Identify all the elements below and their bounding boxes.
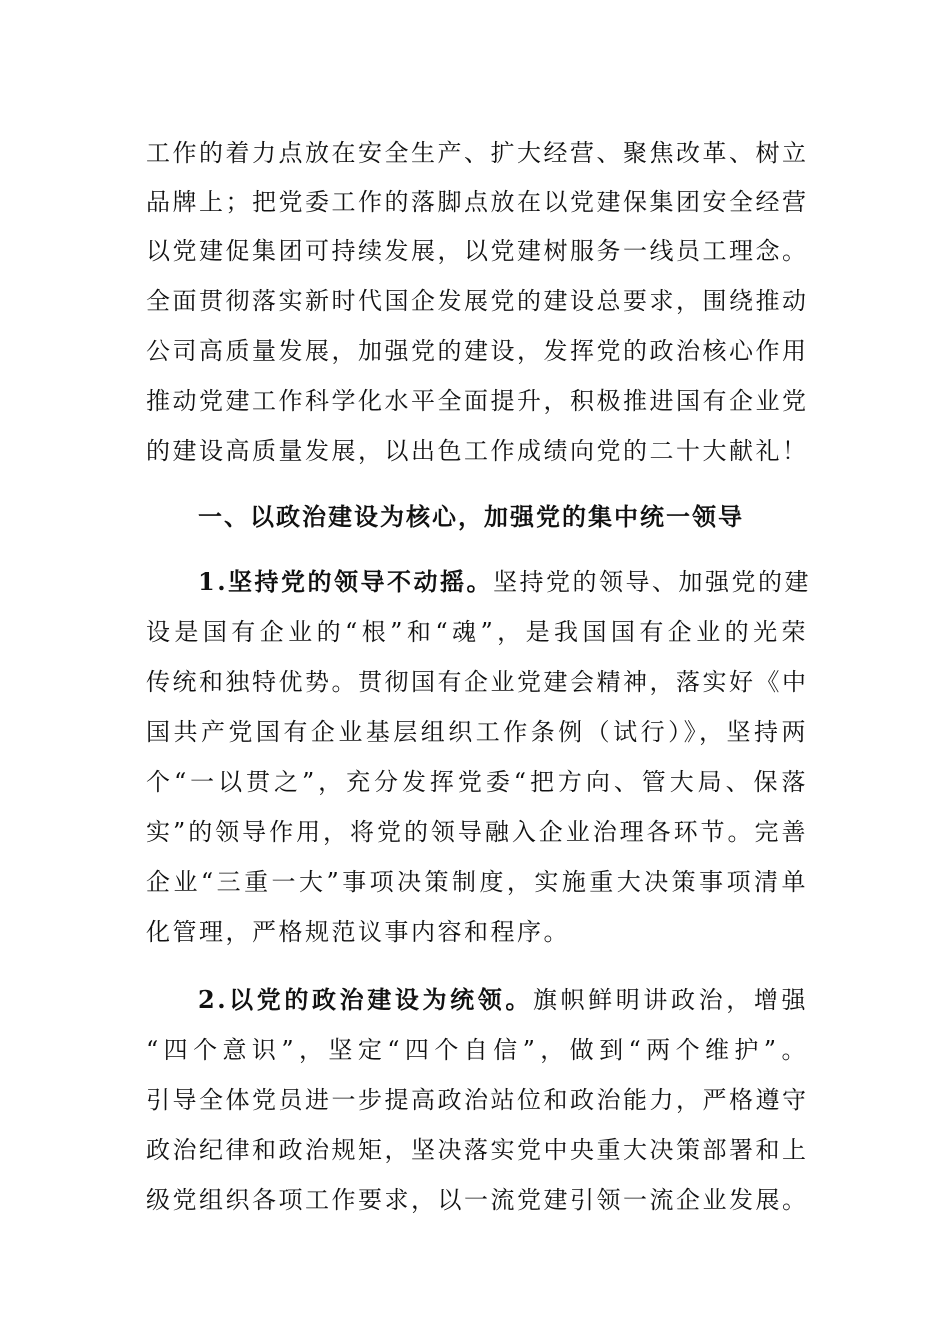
item-1-first-line [198, 556, 812, 608]
paragraph-line: 全面贯彻落实新时代国企发展党的建设总要求，围绕推动 [146, 287, 809, 315]
paragraph-line: 工作的着力点放在安全生产、扩大经营、聚焦改革、树立 [146, 139, 809, 167]
paragraph-line: 个“一以贯之”，充分发挥党委“把方向、管大局、保落 [146, 768, 808, 796]
item-2-title: 2.以党的政治建设为统领。 [198, 985, 533, 1014]
paragraph-line: 推动党建工作科学化水平全面提升，积极推进国有企业党 [146, 387, 809, 415]
paragraph-line: 企业“三重一大”事项决策制度，实施重大决策事项清单 [146, 868, 808, 896]
paragraph-line: 品牌上；把党委工作的落脚点放在以党建保集团安全经营 [146, 188, 809, 216]
item-1-title: 1.坚持党的领导不动摇。 [198, 567, 494, 596]
paragraph-line: 以党建促集团可持续发展，以党建树服务一线员工理念。 [146, 237, 809, 265]
item-1-text: 坚持党的领导、加强党的建 [493, 568, 812, 596]
item-2-text: 旗帜鲜明讲政治，增强 [532, 986, 808, 1014]
paragraph-line: 化管理，严格规范议事内容和程序。 [146, 918, 570, 946]
paragraph-line: 传统和独特优势。贯彻国有企业党建会精神，落实好《中 [146, 668, 809, 696]
paragraph-line: 政治纪律和政治规矩，坚决落实党中央重大决策部署和上 [146, 1136, 809, 1164]
paragraph-line: “四个意识”，坚定“四个自信”，做到“两个维护”。 [146, 1036, 808, 1064]
item-2-first-line [198, 974, 808, 1026]
paragraph-line: 实”的领导作用，将党的领导融入企业治理各环节。完善 [146, 818, 808, 846]
paragraph-line: 的建设高质量发展，以出色工作成绩向党的二十大献礼！ [146, 437, 809, 465]
paragraph-line: 公司高质量发展，加强党的建设，发挥党的政治核心作用 [146, 337, 809, 365]
section-heading: 一、以政治建设为核心，加强党的集中统一领导 [198, 503, 744, 531]
paragraph-line: 国共产党国有企业基层组织工作条例（试行）》，坚持两 [146, 718, 808, 746]
paragraph-line: 引导全体党员进一步提高政治站位和政治能力，严格遵守 [146, 1086, 809, 1114]
paragraph-line: 级党组织各项工作要求，以一流党建引领一流企业发展。 [146, 1186, 809, 1214]
paragraph-line: 设是国有企业的“根”和“魂”，是我国国有企业的光荣 [146, 618, 808, 646]
